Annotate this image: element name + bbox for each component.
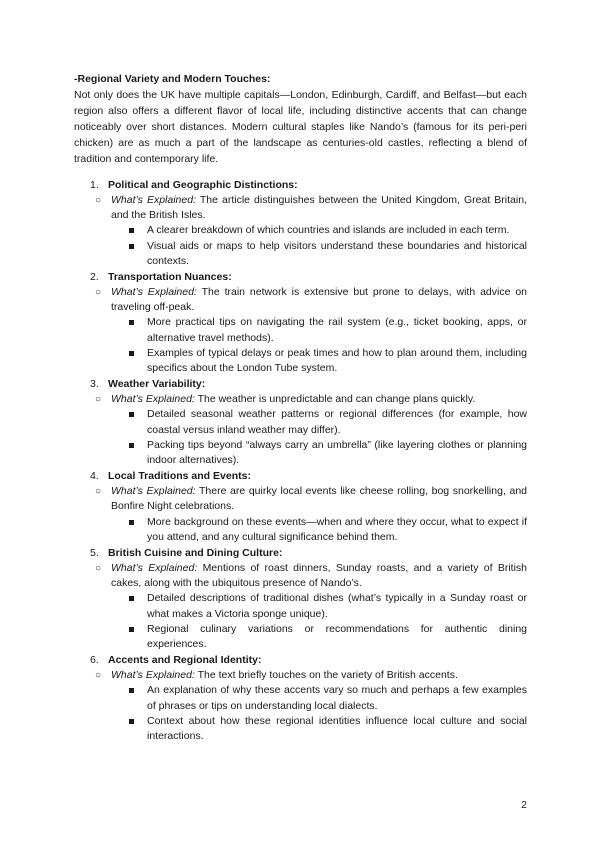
explained-item	[74, 561, 527, 591]
detail-item	[74, 683, 527, 713]
section-title: Weather Variability:	[108, 378, 206, 391]
explained-text: The train network is extensive but prone to delays, with advice on traveling off-peak.	[111, 286, 528, 314]
section-number: 1.	[90, 179, 99, 191]
explained-label: What’s Explained:	[111, 393, 195, 406]
section-number: 2.	[90, 271, 99, 284]
detail-text: Context about how these regional identities influence local culture and social interactions.	[147, 714, 527, 743]
detail-item	[74, 346, 527, 376]
section-item	[74, 269, 527, 376]
square-bullet-icon	[129, 351, 134, 356]
detail-text: Detailed descriptions of traditional dishes (what’s typically in a Sunday roast or what makes a Victoria sponge unique).	[147, 592, 527, 620]
detail-text: More background on these events—when and where they occur, what to expect if you attend, and any cultural significance behind them.	[147, 515, 527, 543]
explained-item	[74, 193, 527, 223]
section-title: Political and Geographic Distinctions:	[108, 179, 298, 191]
intro-section	[74, 71, 527, 167]
square-bullet-icon	[129, 228, 134, 233]
detail-item	[74, 407, 527, 437]
detail-text: Packing tips beyond “always carry an umbrella” (like layering clothes or planning indoor alternatives).	[147, 438, 527, 467]
circle-bullet-icon: ○	[95, 563, 102, 575]
detail-text: An explanation of why these accents vary so much and perhaps a few examples of phrases or tips on understanding local dialects.	[147, 684, 527, 712]
detail-item	[74, 515, 527, 545]
square-bullet-icon	[129, 627, 134, 632]
square-bullet-icon	[129, 719, 134, 724]
detail-text: More practical tips on navigating the rail system (e.g., ticket booking, apps, or alternative travel methods).	[147, 316, 527, 344]
circle-bullet-icon: ○	[95, 670, 102, 682]
section-title: Accents and Regional Identity:	[108, 654, 262, 667]
explained-label: What’s Explained:	[111, 562, 198, 575]
section-number: 5.	[90, 547, 99, 560]
section-item	[74, 468, 527, 545]
detail-item	[74, 438, 527, 468]
square-bullet-icon	[129, 688, 134, 693]
explained-label: What’s Explained:	[111, 286, 197, 299]
explained-label: What’s Explained:	[111, 485, 196, 498]
detail-item	[74, 714, 527, 744]
detail-item	[74, 315, 527, 345]
square-bullet-icon	[129, 244, 134, 249]
explained-item	[74, 668, 527, 683]
section-item	[74, 376, 527, 468]
numbered-section-list	[74, 177, 527, 744]
intro-heading: -Regional Variety and Modern Touches:	[74, 73, 271, 85]
explained-item	[74, 285, 527, 315]
section-item	[74, 652, 527, 744]
detail-text: A clearer breakdown of which countries and islands are included in each term.	[147, 224, 510, 237]
detail-item	[74, 591, 527, 621]
detail-text: Visual aids or maps to help visitors understand these boundaries and historical contexts.	[147, 239, 527, 267]
detail-item	[74, 239, 527, 269]
section-number: 4.	[90, 470, 99, 483]
circle-bullet-icon: ○	[95, 287, 102, 299]
explained-label: What’s Explained:	[111, 194, 196, 206]
detail-text: Detailed seasonal weather patterns or regional differences (for example, how coastal versus inland weather may differ).	[147, 408, 527, 436]
explained-text: Mentions of roast dinners, Sunday roasts, and a variety of British cakes, along with the ubiquitous presence of Nando’s.	[111, 562, 527, 590]
section-number: 3.	[90, 378, 99, 391]
circle-bullet-icon: ○	[95, 486, 102, 498]
explained-item	[74, 484, 527, 514]
section-title: Transportation Nuances:	[108, 271, 232, 284]
explained-text: There are quirky local events like cheese rolling, bog snorkelling, and Bonfire Night celebrations.	[111, 485, 528, 513]
section-number: 6.	[90, 654, 99, 667]
circle-bullet-icon: ○	[95, 195, 102, 206]
square-bullet-icon	[129, 520, 134, 525]
detail-item	[74, 622, 527, 652]
square-bullet-icon	[129, 320, 134, 325]
explained-label: What’s Explained:	[111, 669, 195, 682]
intro-paragraph: Not only does the UK have multiple capitals—London, Edinburgh, Cardiff, and Belfast—but each region also offers a different flavor of local life, including distinctive accents that can change noticeably over short distances. Modern cultural staples like Nando’s (famous for its peri-peri chicken) are as much a part of the landscape as centuries-old castles, reflecting a blend of tradition and contemporary life.	[74, 89, 527, 165]
section-title: Local Traditions and Events:	[108, 470, 251, 483]
explained-text: The weather is unpredictable and can change plans quickly.	[197, 393, 476, 406]
explained-item	[74, 392, 527, 407]
detail-text: Examples of typical delays or peak times and how to plan around them, including specifics about the London Tube system.	[147, 346, 527, 375]
square-bullet-icon	[129, 412, 134, 417]
detail-text: Regional culinary variations or recommendations for authentic dining experiences.	[147, 622, 527, 651]
detail-item	[74, 223, 527, 238]
explained-text: The text briefly touches on the variety of British accents.	[197, 669, 458, 682]
square-bullet-icon	[129, 443, 134, 448]
section-item	[74, 177, 527, 269]
section-title: British Cuisine and Dining Culture:	[108, 547, 283, 560]
explained-text: The article distinguishes between the United Kingdom, Great Britain, and the British Isles.	[111, 194, 527, 222]
page-number: 2	[521, 799, 527, 811]
circle-bullet-icon: ○	[95, 394, 102, 406]
section-item	[74, 545, 527, 652]
square-bullet-icon	[129, 596, 134, 601]
